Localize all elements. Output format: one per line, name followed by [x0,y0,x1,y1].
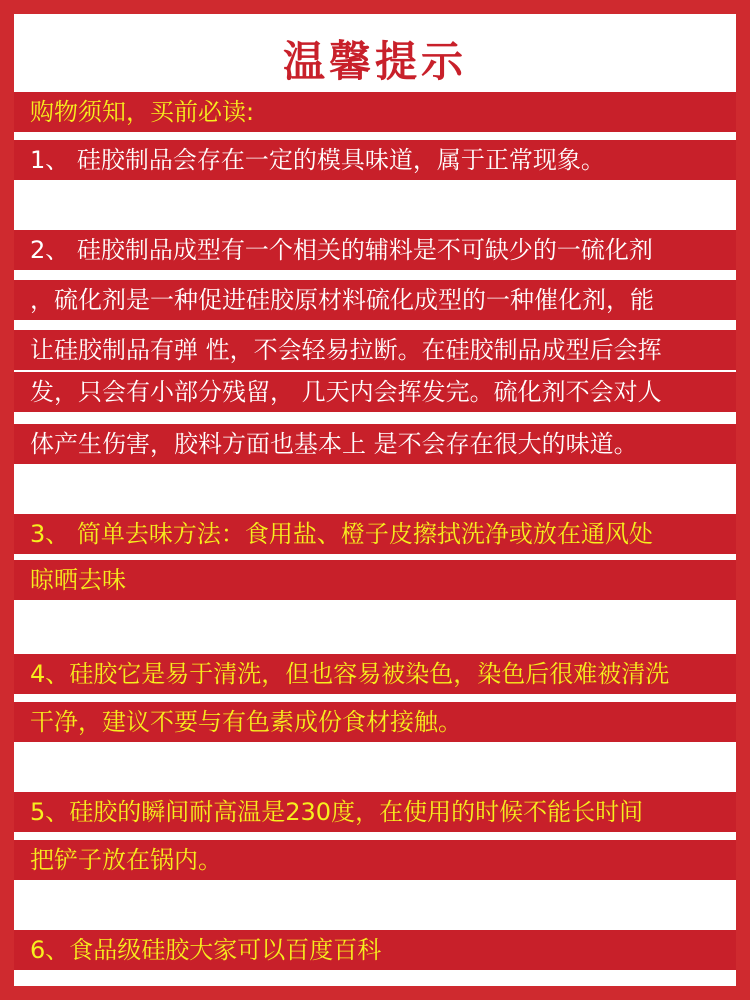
item-2-line-1: 2、 硅胶制品成型有一个相关的辅料是不可缺少的一硫化剂 [14,230,736,270]
item-3-line-1: 3、 简单去味方法：食用盐、橙子皮擦拭洗净或放在通风处 [14,514,736,554]
item-4-line-2: 干净，建议不要与有色素成份食材接触。 [14,702,736,742]
item-2-line-2: ，硫化剂是一种促进硅胶原材料硫化成型的一种催化剂，能 [14,280,736,320]
item-1-text: 1、 硅胶制品会存在一定的模具味道，属于正常现象。 [14,140,736,180]
item-5-line-2: 把铲子放在锅内。 [14,840,736,880]
shopping-notice-heading: 购物须知，买前必读: [14,92,736,132]
item-4-line-1: 4、硅胶它是易于清洗，但也容易被染色，染色后很难被清洗 [14,654,736,694]
item-2-line-5: 体产生伤害，胶料方面也基本上 是不会存在很大的味道。 [14,424,736,464]
item-2-line-4: 发，只会有小部分残留， 几天内会挥发完。硫化剂不会对人 [14,372,736,412]
item-2-line-3: 让硅胶制品有弹 性，不会轻易拉断。在硅胶制品成型后会挥 [14,330,736,370]
page-title: 温馨提示 [282,37,467,86]
item-3-line-2: 晾晒去味 [14,560,736,600]
notice-page [14,14,736,986]
item-5-line-1: 5、硅胶的瞬间耐高温是230度，在使用的时候不能长时间 [14,792,736,832]
item-6-line-1: 6、食品级硅胶大家可以百度百科 [14,930,736,970]
